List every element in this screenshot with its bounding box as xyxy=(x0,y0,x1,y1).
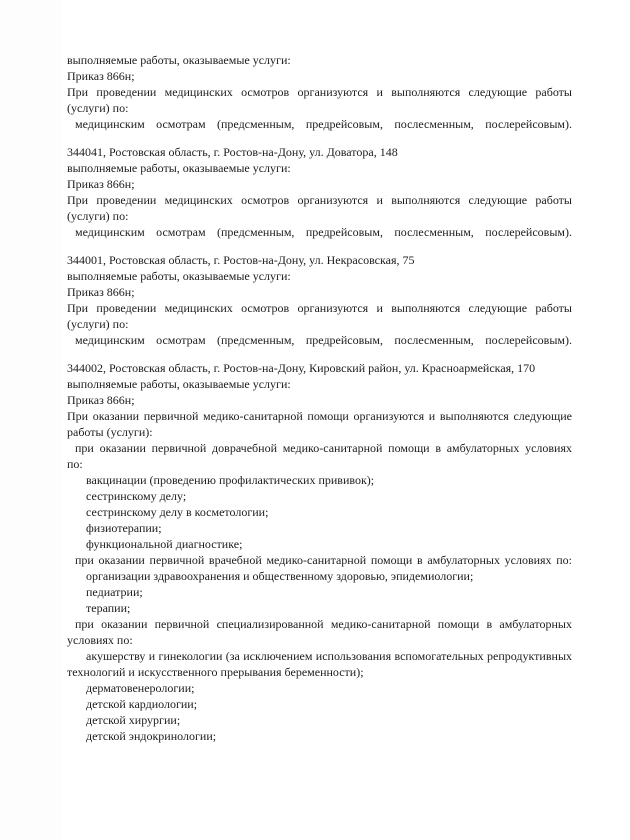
document-line: детской хирургии; xyxy=(86,713,181,727)
document-line: дерматовенерологии; xyxy=(86,681,195,695)
document-line: 344041, Ростовская область, г. Ростов-на-Дону, ул. Доватора, 148 xyxy=(67,145,398,159)
document-line: 344002, Ростовская область, г. Ростов-на-Дону, Кировский район, ул. Красноармейская, 170 xyxy=(67,361,536,375)
document-line: выполняемые работы, оказываемые услуги: xyxy=(67,377,291,391)
document-line: технологий и искусственного прерывания беременности); xyxy=(67,665,364,679)
document-text-page xyxy=(67,52,572,744)
document-line: При проведении медицинских осмотров организуются и выполняются следующие работы xyxy=(67,85,572,99)
document-line: (услуги) по: xyxy=(67,101,129,115)
document-line: по: xyxy=(67,457,83,471)
document-line: Приказ 866н; xyxy=(67,285,135,299)
document-line: условиях по: xyxy=(67,633,133,647)
document-line: медицинским осмотрам (предсменным, предрейсовым, послесменным, послерейсовым). xyxy=(75,225,572,239)
document-line: Приказ 866н; xyxy=(67,393,135,407)
document-line: При проведении медицинских осмотров организуются и выполняются следующие работы xyxy=(67,193,572,207)
document-line: работы (услуги): xyxy=(67,425,153,439)
document-line: вакцинации (проведению профилактических прививок); xyxy=(86,473,375,487)
document-line: медицинским осмотрам (предсменным, предрейсовым, послесменным, послерейсовым). xyxy=(75,333,572,347)
document-line: сестринскому делу в косметологии; xyxy=(86,505,269,519)
document-line: при оказании первичной врачебной медико-санитарной помощи в амбулаторных условиях по: xyxy=(75,553,572,567)
document-line: При оказании первичной медико-санитарной помощи организуются и выполняются следующие xyxy=(67,409,572,423)
document-line: физиотерапии; xyxy=(86,521,162,535)
document-line: при оказании первичной доврачебной медико-санитарной помощи в амбулаторных условиях xyxy=(75,441,572,455)
document-line: (услуги) по: xyxy=(67,317,129,331)
document-line: При проведении медицинских осмотров организуются и выполняются следующие работы xyxy=(67,301,572,315)
document-line: выполняемые работы, оказываемые услуги: xyxy=(67,53,291,67)
document-line: (услуги) по: xyxy=(67,209,129,223)
document-line: детской кардиологии; xyxy=(86,697,198,711)
document-line: медицинским осмотрам (предсменным, предрейсовым, послесменным, послерейсовым). xyxy=(75,117,572,131)
document-line: функциональной диагностике; xyxy=(86,537,243,551)
document-line: сестринскому делу; xyxy=(86,489,187,503)
scan-edge-artifact xyxy=(0,0,62,840)
document-line: организации здравоохранения и общественному здоровью, эпидемиологии; xyxy=(86,569,474,583)
document-line: педиатрии; xyxy=(86,585,143,599)
document-line: акушерству и гинекологии (за исключением использования вспомогательных репродуктивных xyxy=(86,649,572,663)
document-line: детской эндокринологии; xyxy=(86,729,217,743)
document-line: Приказ 866н; xyxy=(67,69,135,83)
document-line: терапии; xyxy=(86,601,131,615)
document-line: выполняемые работы, оказываемые услуги: xyxy=(67,161,291,175)
document-line: при оказании первичной специализированной медико-санитарной помощи в амбулаторных xyxy=(75,617,572,631)
document-line: Приказ 866н; xyxy=(67,177,135,191)
document-line: выполняемые работы, оказываемые услуги: xyxy=(67,269,291,283)
document-line: 344001, Ростовская область, г. Ростов-на-Дону, ул. Некрасовская, 75 xyxy=(67,253,415,267)
